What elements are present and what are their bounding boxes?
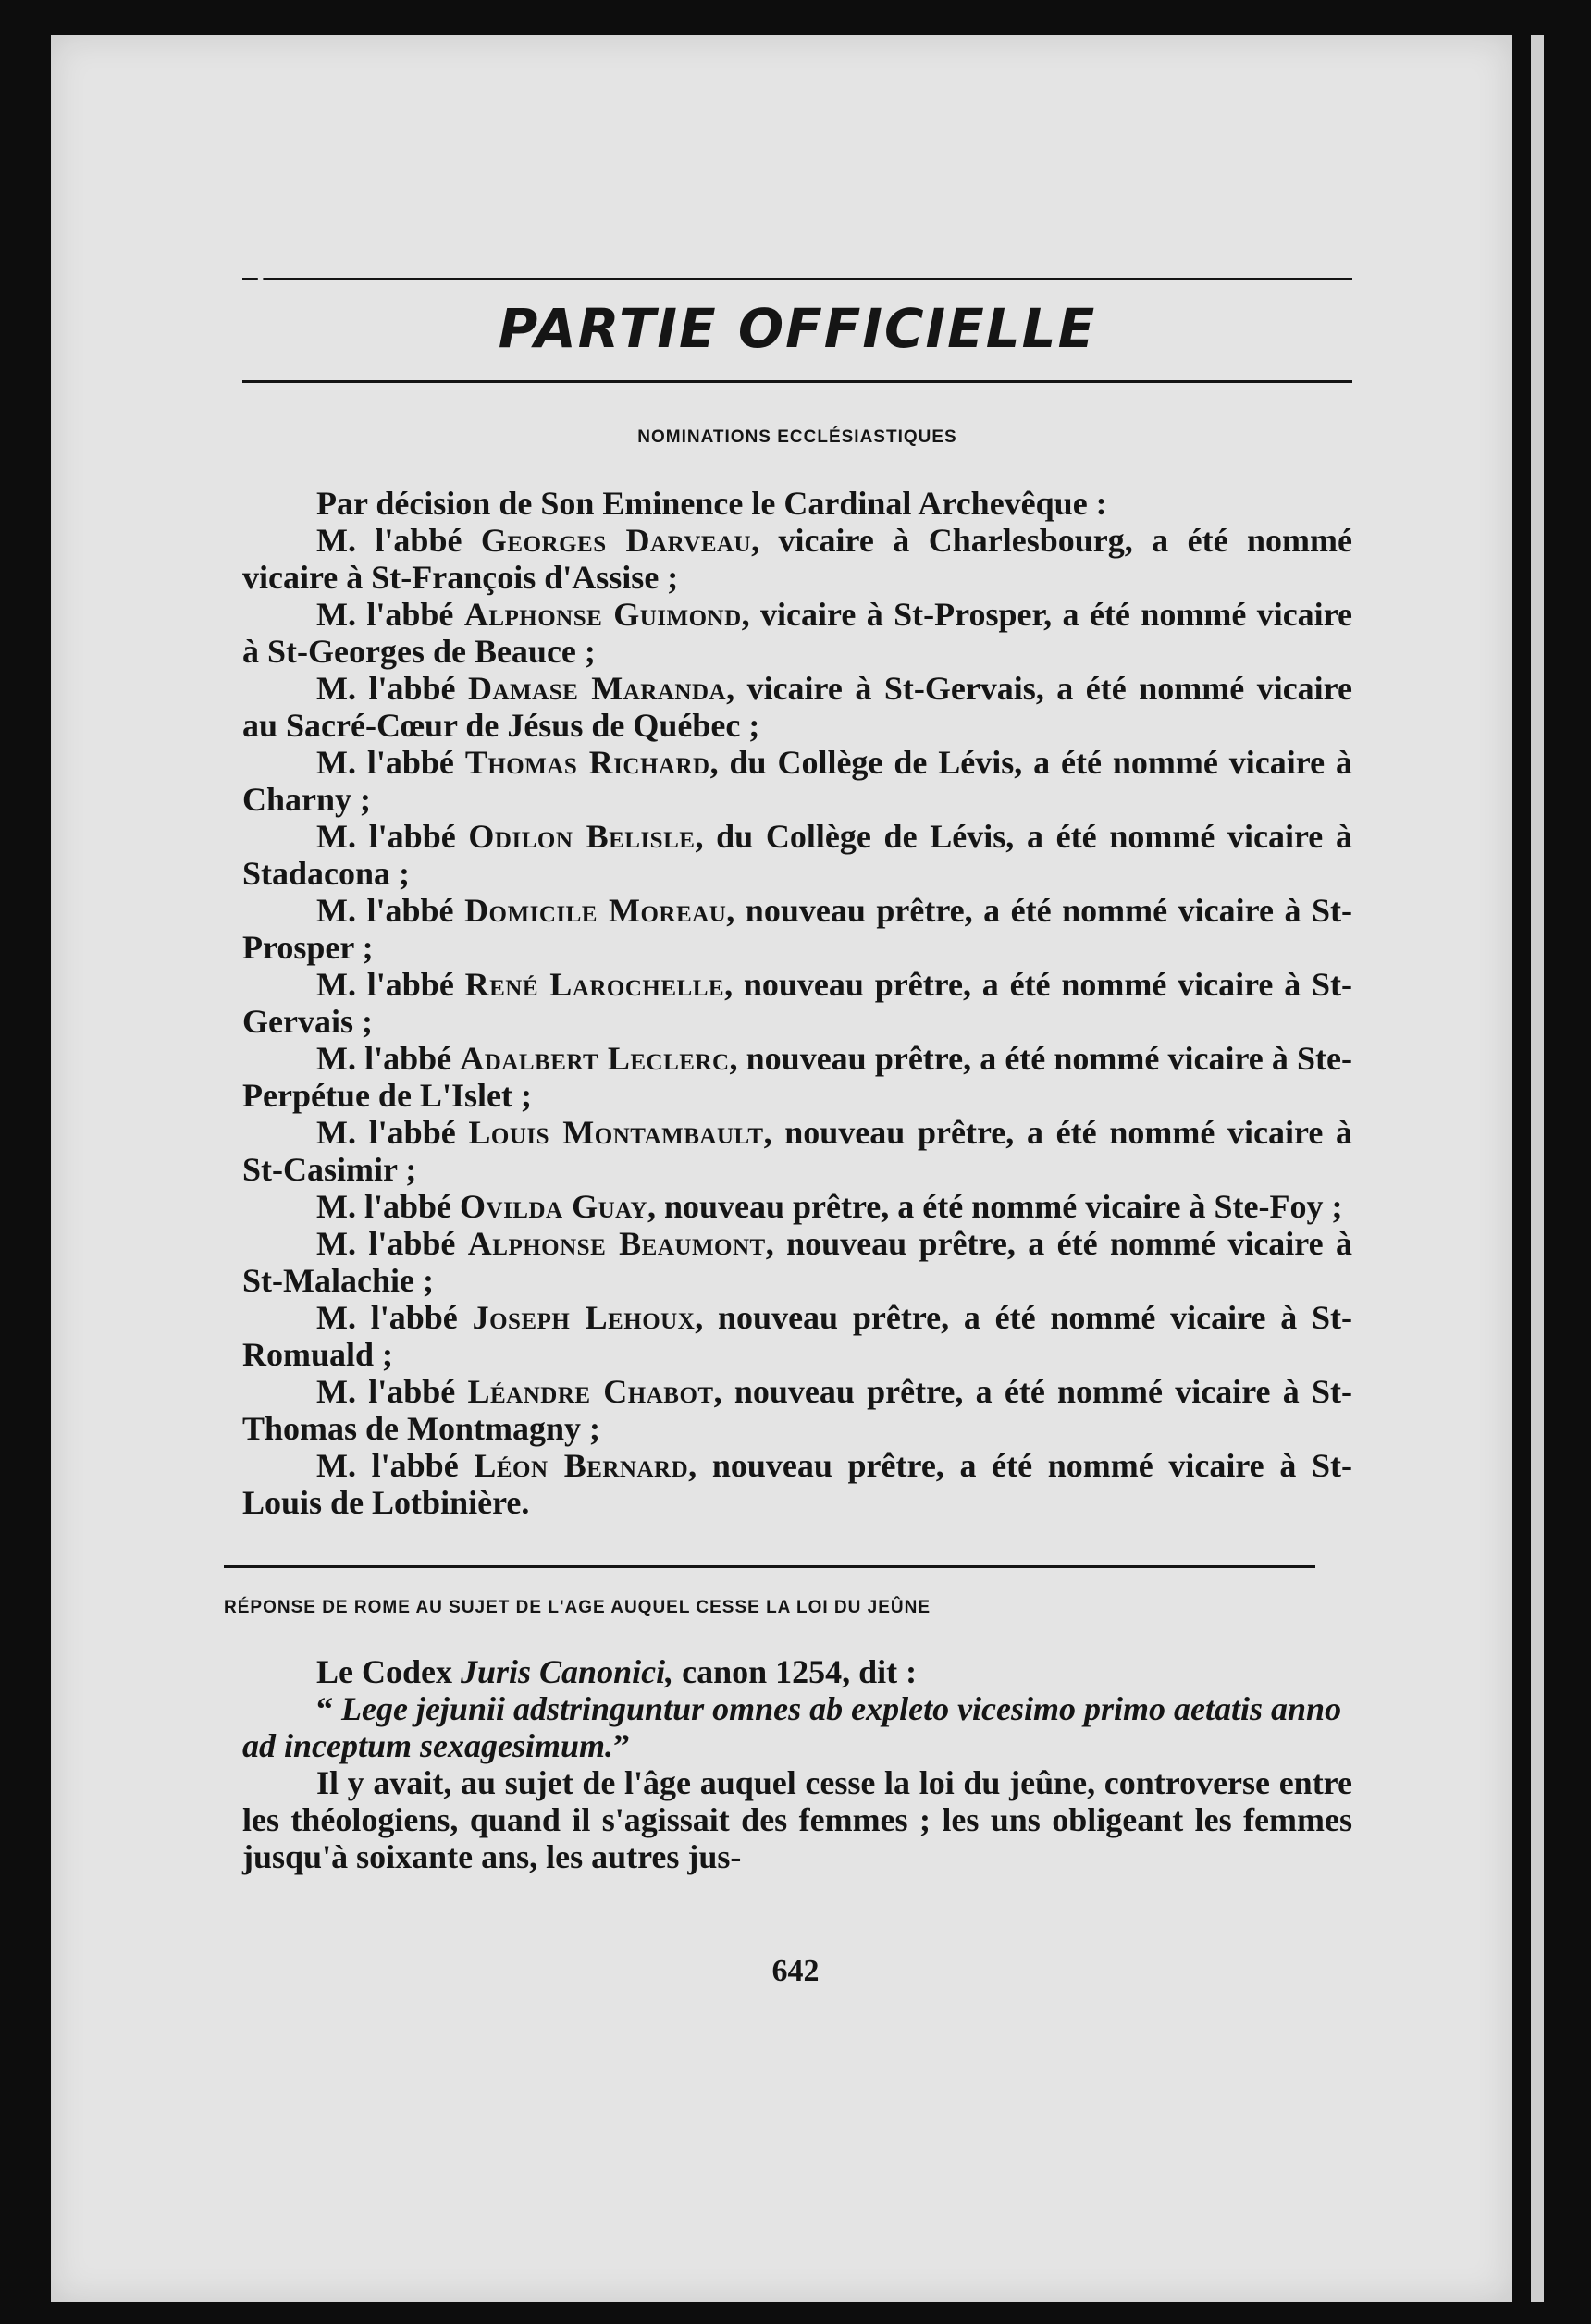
nomination-text: , nouveau prêtre, a été nommé vicaire à St-Romuald ; <box>242 1299 1352 1373</box>
nomination-text: , nouveau prêtre, a été nommé vicaire à St-Prosper ; <box>242 892 1352 966</box>
quote-text: Lege jejunii adstringuntur omnes ab expleto vicesimo primo aetatis anno ad inceptum sexagesimum. <box>242 1690 1342 1764</box>
nomination-list <box>242 522 1352 1521</box>
section-heading-reponse: RÉPONSE DE ROME AU SUJET DE L'AGE AUQUEL CESSE LA LOI DU JEÛNE <box>224 1598 931 1617</box>
controversy-paragraph: Il y avait, au sujet de l'âge auquel cesse la loi du jeûne, controverse entre les théologiens, quand il s'agissait des femmes ; les uns obligeant les femmes jusqu'à soixante ans, les autres jus- <box>242 1764 1352 1875</box>
priest-name: Joseph Lehoux <box>472 1299 696 1336</box>
priest-name: Adalbert Leclerc <box>460 1040 730 1077</box>
nomination-text: , nouveau prêtre, a été nommé vicaire à St-Gervais ; <box>242 966 1352 1040</box>
intro-paragraph: Par décision de Son Eminence le Cardinal Archevêque : <box>316 485 1107 522</box>
nomination-prefix: M. l'abbé <box>316 1373 468 1410</box>
nomination-text: , du Collège de Lévis, a été nommé vicaire à Charny ; <box>242 744 1352 818</box>
priest-name: Odilon Belisle <box>468 818 696 855</box>
page-title: PARTIE OFFICIELLE <box>498 297 1097 360</box>
page-content <box>224 236 1353 1875</box>
nomination-prefix: M. l'abbé <box>316 1225 468 1262</box>
page-number: 642 <box>771 1954 820 1988</box>
nomination-text: , nouveau prêtre, a été nommé vicaire à St-Thomas de Montmagny ; <box>242 1373 1352 1447</box>
nomination-entry <box>242 1188 1352 1225</box>
nomination-text: , nouveau prêtre, a été nommé vicaire à St-Casimir ; <box>242 1114 1353 1188</box>
latin-quote <box>242 1690 1352 1764</box>
priest-name: Alphonse Guimond <box>463 596 742 633</box>
nomination-prefix: M. l'abbé <box>316 744 465 781</box>
priest-name: Damase Maranda <box>468 670 727 707</box>
nomination-entry <box>242 1040 1352 1114</box>
codex-intro: Le Codex <box>316 1653 461 1690</box>
nomination-prefix: M. l'abbé <box>316 1188 461 1225</box>
nomination-text: , nouveau prêtre, a été nommé vicaire à St-Malachie ; <box>242 1225 1352 1299</box>
nomination-entry <box>242 1447 1352 1521</box>
nomination-entry <box>242 1373 1352 1447</box>
nomination-entry <box>242 596 1352 670</box>
section-divider <box>224 1565 1315 1568</box>
nomination-prefix: M. l'abbé <box>316 1447 475 1484</box>
title-rule-top <box>242 278 1352 280</box>
nomination-entry <box>242 818 1352 892</box>
quote-open-mark: “ <box>316 1690 341 1727</box>
nomination-prefix: M. l'abbé <box>316 892 465 929</box>
nomination-text: , vicaire à St-Gervais, a été nommé vicaire au Sacré-Cœur de Jésus de Québec ; <box>242 670 1352 744</box>
priest-name: Georges Darveau <box>480 522 752 559</box>
nomination-entry <box>242 670 1352 744</box>
nomination-text: , vicaire à St-Prosper, a été nommé vicaire à St-Georges de Beauce ; <box>242 596 1352 670</box>
nomination-entry <box>242 966 1352 1040</box>
nomination-text: , vicaire à Charlesbourg, a été nommé vicaire à St-François d'Assise ; <box>242 522 1352 596</box>
nomination-text: , nouveau prêtre, a été nommé vicaire à Ste-Perpétue de L'Islet ; <box>242 1040 1352 1114</box>
nomination-prefix: M. l'abbé <box>316 1114 469 1151</box>
priest-name: Ovilda Guay <box>460 1188 648 1225</box>
nomination-entry <box>242 892 1352 966</box>
nomination-prefix: M. l'abbé <box>316 670 468 707</box>
codex-title: Juris Canonici, <box>461 1653 674 1690</box>
priest-name: René Larochelle <box>464 966 725 1003</box>
priest-name: Léon Bernard <box>474 1447 689 1484</box>
nomination-entry <box>242 1299 1352 1373</box>
quote-close-mark: ” <box>613 1727 631 1764</box>
section-heading-nominations: NOMINATIONS ECCLÉSIASTIQUES <box>637 427 957 447</box>
nomination-text: , nouveau prêtre, a été nommé vicaire à St-Louis de Lotbinière. <box>242 1447 1352 1521</box>
priest-name: Léandre Chabot <box>467 1373 714 1410</box>
nomination-entry <box>242 744 1352 818</box>
priest-name: Alphonse Beaumont <box>467 1225 766 1262</box>
nomination-prefix: M. l'abbé <box>316 596 464 633</box>
title-rule-bottom <box>242 380 1352 383</box>
nomination-prefix: M. l'abbé <box>316 1040 461 1077</box>
nomination-prefix: M. l'abbé <box>316 1299 473 1336</box>
codex-canon: canon 1254, dit : <box>673 1653 918 1690</box>
codex-paragraph <box>242 1653 1352 1690</box>
nomination-text: , du Collège de Lévis, a été nommé vicaire à Stadacona ; <box>242 818 1352 892</box>
priest-name: Domicile Moreau <box>464 892 727 929</box>
nomination-prefix: M. l'abbé <box>316 966 465 1003</box>
nomination-prefix: M. l'abbé <box>316 522 481 559</box>
nomination-entry <box>242 522 1352 596</box>
priest-name: Thomas Richard <box>464 744 710 781</box>
nomination-text: , nouveau prêtre, a été nommé vicaire à Ste-Foy ; <box>647 1188 1343 1225</box>
nomination-prefix: M. l'abbé <box>316 818 469 855</box>
nomination-entry <box>242 1114 1352 1188</box>
nomination-entry <box>242 1225 1352 1299</box>
priest-name: Louis Montambault <box>468 1114 764 1151</box>
